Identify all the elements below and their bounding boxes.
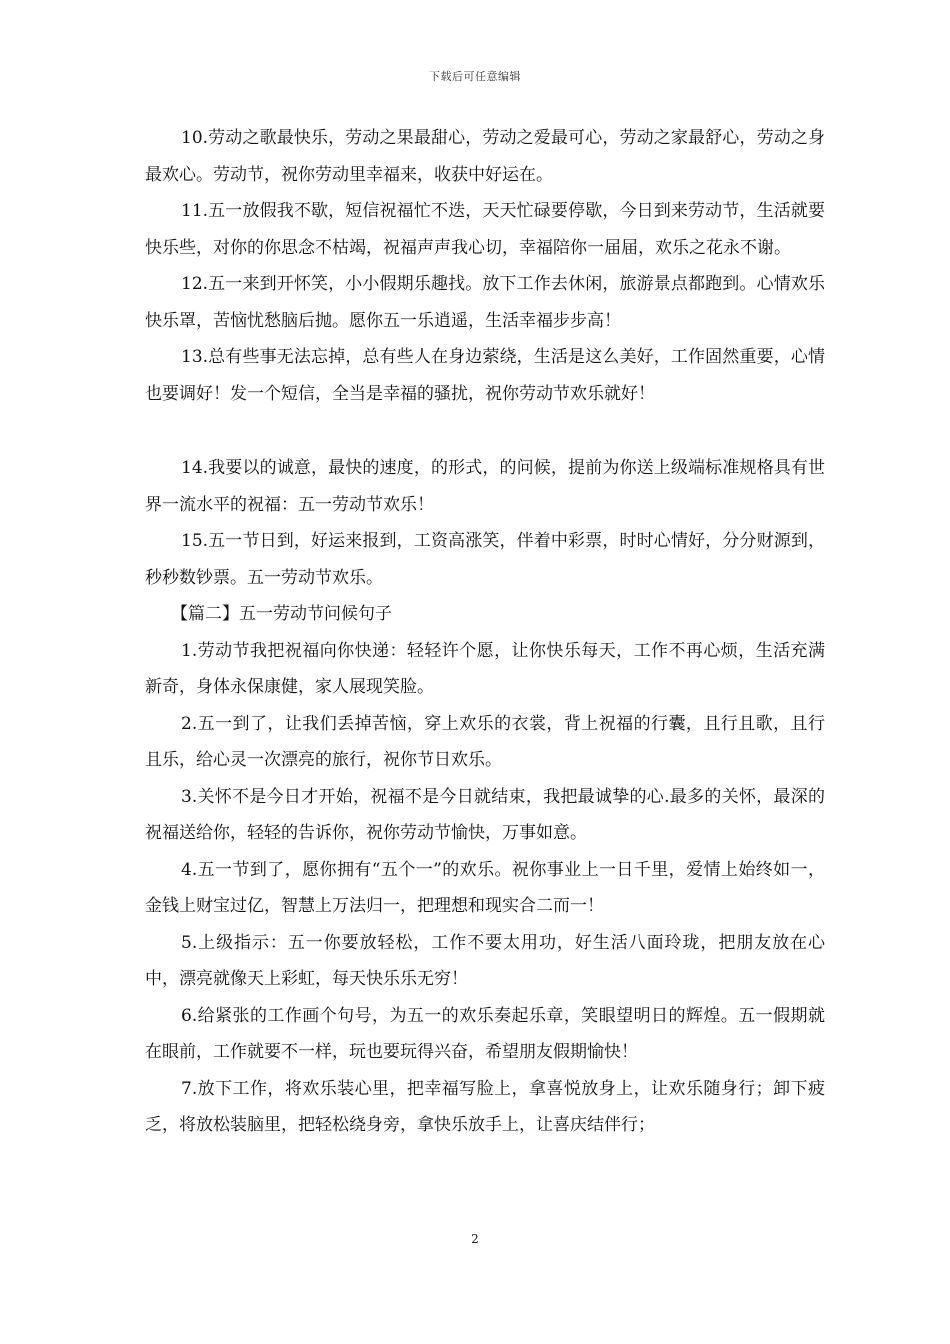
paragraph-1: 1.劳动节我把祝福向你快递：轻轻许个愿，让你快乐每天，工作不再心烦，生活充满新奇，身体永保康健，家人展现笑脸。 [145, 640, 825, 697]
paragraph-2: 2.五一到了，让我们丢掉苦恼，穿上欢乐的衣裳，背上祝福的行囊，且行且歌，且行且乐，给心灵一次漂亮的旅行，祝你节日欢乐。 [145, 713, 825, 770]
paragraph-7: 7.放下工作，将欢乐装心里，把幸福写脸上，拿喜悦放身上，让欢乐随身行；卸下疲乏，将放松装脑里，把轻松绕身旁，拿快乐放手上，让喜庆结伴行； [145, 1078, 825, 1135]
paragraph-11: 11.五一放假我不歇，短信祝福忙不迭，天天忙碌要停歇，今日到来劳动节，生活就要快乐些，对你的你思念不枯竭，祝福声声我心切，幸福陪你一届届，欢乐之花永不谢。 [145, 201, 825, 258]
paragraph-5: 5.上级指示：五一你要放轻松，工作不要太用功，好生活八面玲珑，把朋友放在心中，漂亮就像天上彩虹，每天快乐乐无穷！ [145, 932, 825, 989]
paragraph-15: 15.五一节日到，好运来报到，工资高涨笑，伴着中彩票，时时心情好，分分财源到，秒秒数钞票。五一劳动节欢乐。 [145, 531, 825, 588]
paragraph-13: 13.总有些事无法忘掉，总有些人在身边萦绕，生活是这么美好，工作固然重要，心情也要调好！发一个短信，全当是幸福的骚扰，祝你劳动节欢乐就好！ [145, 347, 825, 404]
page-number: 2 [471, 1232, 479, 1246]
document-body [145, 120, 825, 1144]
paragraph-4: 4.五一节到了，愿你拥有“五个一”的欢乐。祝你事业上一日千里，爱情上始终如一，金钱上财宝过亿，智慧上万法归一，把理想和现实合二而一！ [145, 859, 825, 916]
paragraph-10: 10.劳动之歌最快乐，劳动之果最甜心，劳动之爱最可心，劳动之家最舒心，劳动之身最欢心。劳动节，祝你劳动里幸福来，收获中好运在。 [145, 128, 825, 185]
paragraph-12: 12.五一来到开怀笑，小小假期乐趣找。放下工作去休闲，旅游景点都跑到。心情欢乐快乐罩，苦恼忧愁脑后抛。愿你五一乐逍遥，生活幸福步步高！ [145, 274, 825, 331]
paragraph-3: 3.关怀不是今日才开始，祝福不是今日就结束，我把最诚挚的心.最多的关怀，最深的祝福送给你，轻轻的告诉你，祝你劳动节愉快，万事如意。 [145, 786, 825, 843]
page-header: 下载后可任意编辑 [429, 70, 521, 83]
paragraph-14: 14.我要以的诚意，最快的速度，的形式，的问候，提前为你送上级端标准规格具有世界一流水平的祝福：五一劳动节欢乐！ [145, 458, 825, 515]
paragraph-6: 6.给紧张的工作画个句号，为五一的欢乐奏起乐章，笑眼望明日的辉煌。五一假期就在眼前，工作就要不一样，玩也要玩得兴奋，希望朋友假期愉快！ [145, 1005, 825, 1062]
section-title: 【篇二】五一劳动节问候句子 [171, 604, 392, 624]
